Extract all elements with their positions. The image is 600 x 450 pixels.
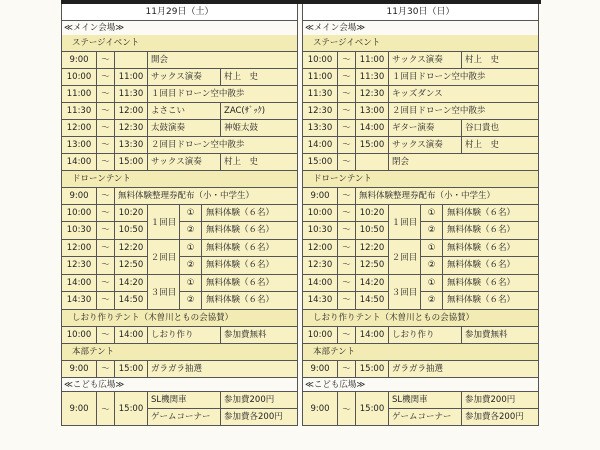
kids-block [61,392,298,426]
performer: 谷口貴也 [465,123,500,133]
slot-row [421,205,538,222]
kids-items [389,392,538,425]
kids-item-fee: 参加費各200円 [224,412,283,422]
start-time: 12:30 [303,257,338,274]
time-row [62,257,148,274]
stage-section-title: ステージイベント [302,35,539,52]
time-row [62,205,148,222]
start-time: 14:30 [62,292,97,309]
stage-row [302,137,539,154]
end-time: 14:20 [356,275,389,291]
slot-row [180,257,297,274]
drone-section-title: ドローンテント [302,171,539,188]
tilde: ～ [97,69,115,85]
round-times [62,205,148,239]
end-time: 15:00 [356,361,389,377]
event-name: サックス演奏 [148,69,221,85]
start-time: 12:30 [62,257,97,274]
end-time: 13:30 [115,137,148,153]
start-time: 10:00 [303,52,338,68]
end-time: 15:00 [115,154,148,170]
tilde: ～ [97,188,115,204]
drone-round [61,205,298,240]
kids-block [302,392,539,426]
drone-ticket-row [61,188,298,205]
hq-row [302,361,539,378]
kids-item-name: SL機関車 [148,392,221,408]
time-row [303,275,389,292]
slot-row [180,222,297,239]
slot-text: 無料体験（６名） [206,260,275,270]
slot-row [421,240,538,257]
round-label: ２回目 [389,240,421,274]
event-name: 閉会 [392,157,410,167]
drone-round [302,275,539,310]
ticket-text: 無料体験整理券配布（小・中学生） [359,191,496,201]
tilde: ～ [338,103,356,119]
tilde: ～ [97,275,115,291]
end-time: 12:30 [356,86,389,102]
event-name: サックス演奏 [389,52,462,68]
slot-row [421,292,538,309]
round-slots [180,275,297,309]
kids-items [148,392,297,425]
end-time: 11:00 [356,52,389,68]
stage-row [302,69,539,86]
start-time: 10:00 [62,69,97,85]
tilde: ～ [338,222,356,239]
start-time: 10:30 [62,222,97,239]
tilde: ～ [97,222,115,239]
date-header: 11月30日（日） [302,4,539,21]
end-time: 12:30 [115,120,148,136]
time-row [62,292,148,309]
round-times [303,205,389,239]
start-time: 14:00 [62,154,97,170]
kids-section-title: ≪こども広場≫ [302,378,539,392]
event-name: ガラガラ抽選 [151,364,203,374]
end-time: 10:50 [115,222,148,239]
fee: 参加費無料 [465,330,508,340]
end-time: 12:20 [356,240,389,256]
stage-section-title: ステージイベント [61,35,298,52]
bookmark-section-title: しおり作りテント（木曽川ともの会協賛） [302,310,539,327]
round-label: ３回目 [389,275,421,309]
time-row [62,275,148,292]
event-name: ガラガラ抽選 [392,364,444,374]
start-time: 9:00 [303,361,338,377]
end-time: 10:20 [115,205,148,221]
slot-row [180,275,297,292]
end-time: 12:50 [356,257,389,274]
end-time: 14:00 [356,120,389,136]
date-header: 11月29日（土） [61,4,298,21]
slot-text: 無料体験（６名） [206,243,275,253]
slot-text: 無料体験（６名） [447,295,516,305]
stage-row [302,103,539,120]
tilde: ～ [338,240,356,256]
time-row [62,240,148,257]
stage-row [61,103,298,120]
tilde: ～ [338,292,356,309]
kids-item-row [389,392,538,409]
time-row [303,240,389,257]
stage-row [61,137,298,154]
time-row [62,222,148,239]
main-venue-label: ≪メイン会場≫ [61,21,298,35]
start-time: 10:00 [62,205,97,221]
event-name: ２回目ドローン空中散歩 [392,106,486,116]
round-slots [421,240,538,274]
tilde: ～ [97,205,115,221]
start-time: 10:00 [303,327,338,343]
kids-item-fee: 参加費各200円 [465,412,524,422]
tilde: ～ [338,257,356,274]
event-name: 太鼓演奏 [148,120,221,136]
stage-row [302,52,539,69]
round-slots [421,275,538,309]
kids-item-row [148,392,297,409]
start-time: 14:00 [62,275,97,291]
tilde: ～ [338,361,356,377]
kids-item-name: ゲームコーナー [389,409,462,426]
event-name: よさこい [148,103,221,119]
start-time: 9:00 [62,361,97,377]
round-times [62,240,148,274]
event-name: しおり作り [148,327,221,343]
performer: 村上 史 [465,55,500,65]
end-time: 12:50 [115,257,148,274]
performer: 神姫太鼓 [224,123,259,133]
end-time: 12:00 [115,103,148,119]
drone-round [61,275,298,310]
tilde: ～ [97,240,115,256]
slot-row [421,222,538,239]
end-time: 14:50 [356,292,389,309]
end-time: 11:30 [115,86,148,102]
round-slots [180,205,297,239]
round-label: ３回目 [148,275,180,309]
start-time: 9:00 [303,392,338,425]
event-name: サックス演奏 [389,137,462,153]
round-label: ２回目 [148,240,180,274]
fee: 参加費無料 [224,330,267,340]
slot-number: ① [421,240,443,256]
end-time: 10:50 [356,222,389,239]
hq-section-title: 本部テント [302,344,539,361]
end-time: 14:00 [356,327,389,343]
slot-text: 無料体験（６名） [447,208,516,218]
round-times [303,275,389,309]
event-name: 開会 [151,55,169,65]
event-name: キッズダンス [392,89,443,99]
tilde: ～ [97,137,115,153]
round-label: １回目 [389,205,421,239]
round-slots [180,240,297,274]
drone-section-title: ドローンテント [61,171,298,188]
end-time: 12:20 [115,240,148,256]
slot-number: ② [180,292,202,309]
end-time: 10:20 [356,205,389,221]
start-time: 12:30 [303,103,338,119]
slot-number: ① [180,240,202,256]
performer: 村上 史 [224,157,259,167]
day-column [61,0,298,426]
slot-number: ② [180,222,202,239]
end-time: 15:00 [115,392,148,425]
round-times [303,240,389,274]
bookmark-row [61,327,298,344]
tilde: ～ [338,86,356,102]
stage-row [61,69,298,86]
kids-section-title: ≪こども広場≫ [61,378,298,392]
end-time [115,52,148,68]
slot-number: ② [180,257,202,274]
time-row [303,222,389,239]
kids-item-row [389,409,538,426]
main-venue-label: ≪メイン会場≫ [302,21,539,35]
start-time: 14:00 [303,137,338,153]
tilde: ～ [338,137,356,153]
event-name: ギター演奏 [389,120,462,136]
end-time: 15:00 [356,137,389,153]
ticket-text: 無料体験整理券配布（小・中学生） [118,191,255,201]
event-name: しおり作り [389,327,462,343]
start-time: 15:00 [303,154,338,170]
hq-row [61,361,298,378]
performer: 村上 史 [465,140,500,150]
event-name: １回目ドローン空中散歩 [392,72,486,82]
tilde: ～ [97,292,115,309]
slot-number: ② [421,222,443,239]
start-time: 12:00 [62,120,97,136]
tilde: ～ [338,392,356,425]
slot-text: 無料体験（６名） [206,208,275,218]
drone-round [302,205,539,240]
slot-text: 無料体験（６名） [206,295,275,305]
start-time: 13:00 [62,137,97,153]
tilde: ～ [97,361,115,377]
kids-item-name: SL機関車 [389,392,462,408]
tilde: ～ [97,154,115,170]
end-time: 15:00 [356,392,389,425]
tilde: ～ [338,52,356,68]
end-time: 15:00 [115,361,148,377]
round-slots [421,205,538,239]
end-time: 11:30 [356,69,389,85]
round-times [62,275,148,309]
tilde: ～ [338,205,356,221]
slot-row [421,275,538,292]
tilde: ～ [97,120,115,136]
drone-round [302,240,539,275]
tilde: ～ [338,69,356,85]
tilde: ～ [338,154,356,170]
tilde: ～ [338,327,356,343]
day-column [302,0,539,426]
end-time: 14:00 [115,327,148,343]
slot-number: ② [421,257,443,274]
event-name: サックス演奏 [148,154,221,170]
performer: 村上 史 [224,72,259,82]
start-time: 11:30 [62,103,97,119]
slot-text: 無料体験（６名） [447,225,516,235]
bookmark-row [302,327,539,344]
tilde: ～ [338,120,356,136]
tilde: ～ [97,86,115,102]
kids-item-fee: 参加費200円 [465,395,516,405]
kids-item-name: ゲームコーナー [148,409,221,426]
end-time: 14:50 [115,292,148,309]
start-time: 14:00 [303,275,338,291]
bookmark-section-title: しおり作りテント（木曽川ともの会協賛） [61,310,298,327]
slot-text: 無料体験（６名） [447,278,516,288]
stage-row [61,154,298,171]
start-time: 12:00 [62,240,97,256]
end-time: 14:20 [115,275,148,291]
slot-number: ② [421,292,443,309]
drone-ticket-row [302,188,539,205]
start-time: 10:00 [303,205,338,221]
slot-row [180,205,297,222]
stage-row [61,120,298,137]
slot-text: 無料体験（６名） [447,243,516,253]
start-time: 9:00 [62,392,97,425]
slot-text: 無料体験（６名） [206,225,275,235]
event-name: ２回目ドローン空中散歩 [151,140,245,150]
start-time: 9:00 [303,188,338,204]
slot-row [421,257,538,274]
tilde: ～ [338,275,356,291]
tilde: ～ [338,188,356,204]
end-time [356,154,389,170]
stage-row [61,86,298,103]
event-name: １回目ドローン空中散歩 [151,89,245,99]
end-time: 11:00 [115,69,148,85]
start-time: 10:30 [303,222,338,239]
start-time: 11:00 [62,86,97,102]
time-row [303,205,389,222]
start-time: 13:30 [303,120,338,136]
slot-text: 無料体験（６名） [206,278,275,288]
start-time: 9:00 [62,52,97,68]
round-label: １回目 [148,205,180,239]
stage-row [302,120,539,137]
kids-item-fee: 参加費200円 [224,395,275,405]
slot-row [180,292,297,309]
slot-number: ① [421,275,443,291]
tilde: ～ [97,392,115,425]
time-row [303,257,389,274]
start-time: 11:30 [303,86,338,102]
slot-row [180,240,297,257]
slot-number: ① [180,275,202,291]
kids-item-row [148,409,297,426]
slot-text: 無料体験（６名） [447,260,516,270]
start-time: 14:30 [303,292,338,309]
performer: ZAC(ｻﾞｯｸ) [224,106,266,116]
tilde: ～ [97,103,115,119]
start-time: 9:00 [62,188,97,204]
hq-section-title: 本部テント [61,344,298,361]
slot-number: ① [421,205,443,221]
start-time: 10:00 [62,327,97,343]
end-time: 13:00 [356,103,389,119]
drone-round [61,240,298,275]
stage-row [61,52,298,69]
start-time: 11:00 [303,69,338,85]
stage-row [302,154,539,171]
stage-row [302,86,539,103]
tilde: ～ [97,327,115,343]
tilde: ～ [97,257,115,274]
tilde: ～ [97,52,115,68]
slot-number: ① [180,205,202,221]
start-time: 12:00 [303,240,338,256]
time-row [303,292,389,309]
